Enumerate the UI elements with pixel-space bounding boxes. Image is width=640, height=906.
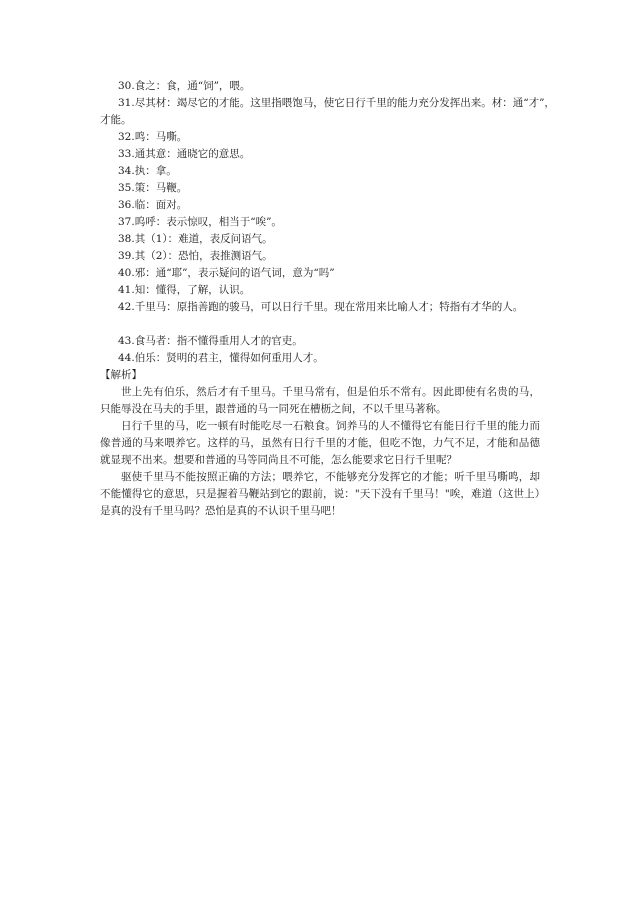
note-36: 36.临：面对。 (118, 199, 188, 211)
note-32: 32.鸣：马嘶。 (118, 131, 188, 143)
note-37: 37.呜呼：表示惊叹，相当于“唉”。 (118, 216, 282, 228)
note-42: 42.千里马：原指善跑的骏马，可以日行千里。现在常用来比喻人才；特指有才华的人。 (118, 301, 524, 313)
note-44: 44.伯乐：贤明的君主，懂得如何重用人才。 (118, 352, 324, 364)
note-34: 34.执：拿。 (118, 165, 177, 177)
note-41: 41.知：懂得，了解，认识。 (118, 284, 251, 296)
note-40: 40.邪：通“耶”，表示疑问的语气词，意为“吗” (118, 267, 335, 279)
analysis-paragraph-2: 日行千里的马，吃一顿有时能吃尽一石粮食。饲养马的人不懂得它有能日行千里的能力而像普通的马来喂养它。这样的马，虽然有日行千里的才能，但吃不饱，力气不足，才能和品德就显现不出来。想要和普通的马等同尚且不可能，怎么能要求它日行千里呢？ (100, 420, 540, 466)
analysis-paragraph-3: 驱使千里马不能按照正确的方法；喂养它，不能够充分发挥它的才能；听千里马嘶鸣，却不能懂得它的意思，只是握着马鞭站到它的跟前，说："天下没有千里马！"唉，难道（这世上）是真的没有千里马吗？恐怕是真的不认识千里马吧！ (100, 471, 540, 517)
note-30: 30.食之：食，通“饲”，喂。 (118, 80, 251, 92)
note-38: 38.其（1）：难道，表反问语气。 (118, 233, 273, 245)
note-39: 39.其（2）：恐怕，表推测语气。 (118, 250, 273, 262)
note-35: 35.策：马鞭。 (118, 182, 188, 194)
note-43: 43.食马者：指不懂得重用人才的官吏。 (118, 335, 303, 347)
analysis-heading: 【解析】 (100, 369, 142, 381)
analysis-paragraph-1: 世上先有伯乐，然后才有千里马。千里马常有，但是伯乐不常有。因此即使有名贵的马，只能辱没在马夫的手里，跟普通的马一同死在槽枥之间，不以千里马著称。 (100, 386, 540, 415)
note-31: 31.尽其材：竭尽它的才能。这里指喂饱马，使它日行千里的能力充分发挥出来。材：通“才”，才能。 (100, 97, 555, 126)
note-33: 33.通其意：通晓它的意思。 (118, 148, 251, 160)
